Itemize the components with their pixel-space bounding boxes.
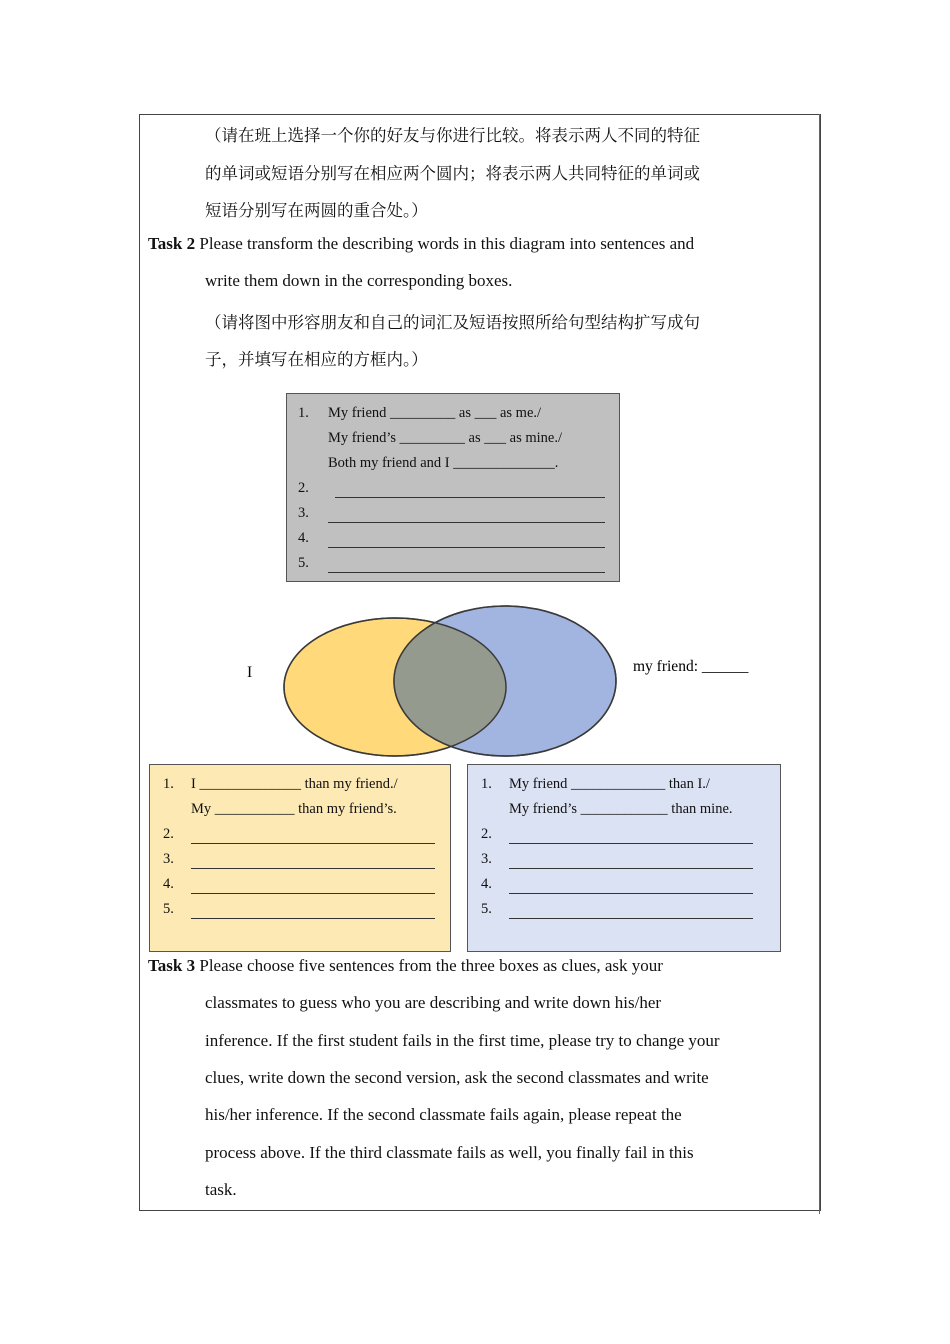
task3-heading	[148, 956, 663, 976]
same-sentence-pattern-1: My friend _________ as ___ as me./	[328, 405, 542, 421]
venn-label-me: I	[247, 664, 253, 681]
venn-label-friend: my friend: ______	[633, 658, 749, 675]
item-number: 3.	[163, 851, 174, 867]
task2-note-line-2: 子，并填写在相应的方框内。）	[205, 350, 428, 369]
item-number: 2.	[481, 826, 492, 842]
answer-blank-line[interactable]	[191, 868, 435, 869]
same-sentence-pattern-3: Both my friend and I ______________.	[328, 455, 559, 471]
answer-blank-line[interactable]	[191, 843, 435, 844]
task3-instruction-line: task.	[205, 1180, 237, 1199]
task3-instruction-line: process above. If the third classmate fails as well, you finally fail in this	[205, 1143, 694, 1162]
item-number: 1.	[481, 776, 492, 792]
task2-instruction-line-1: Please transform the describing words in this diagram into sentences and	[199, 234, 695, 253]
answer-blank-line[interactable]	[509, 868, 753, 869]
item-number: 3.	[481, 851, 492, 867]
item-number: 5.	[163, 901, 174, 917]
me-features-box	[149, 764, 451, 952]
task2-label: Task 2	[148, 234, 196, 253]
me-sentence-pattern-2: My ___________ than my friend’s.	[191, 801, 397, 817]
task1-note-line-3: 短语分别写在两圆的重合处。）	[205, 201, 428, 220]
friend-sentence-pattern-2: My friend’s ____________ than mine.	[509, 801, 733, 817]
answer-blank-line[interactable]	[509, 843, 753, 844]
task3-instruction-line-1: Please choose five sentences from the three boxes as clues, ask your	[199, 956, 663, 975]
friend-sentence-pattern-1: My friend _____________ than I./	[509, 776, 710, 792]
item-number: 1.	[163, 776, 174, 792]
friend-features-box	[467, 764, 781, 952]
item-number: 4.	[163, 876, 174, 892]
item-number: 5.	[298, 555, 309, 571]
item-number: 2.	[163, 826, 174, 842]
task3-instruction-line: his/her inference. If the second classmate fails again, please repeat the	[205, 1105, 682, 1124]
task3-instruction-line: classmates to guess who you are describing and write down his/her	[205, 993, 662, 1012]
me-sentence-pattern-1: I ______________ than my friend./	[191, 776, 398, 792]
item-number: 4.	[298, 530, 309, 546]
item-number: 5.	[481, 901, 492, 917]
task3-label: Task 3	[148, 956, 196, 975]
item-number: 4.	[481, 876, 492, 892]
item-number: 3.	[298, 505, 309, 521]
answer-blank-line[interactable]	[191, 893, 435, 894]
answer-blank-line[interactable]	[191, 918, 435, 919]
item-number: 1.	[298, 405, 309, 421]
task2-instruction-line-2: write them down in the corresponding boxes.	[205, 271, 513, 290]
task1-note-line-2: 的单词或短语分别写在相应两个圆内；将表示两人共同特征的单词或	[205, 164, 700, 183]
task2-note-line-1: （请将图中形容朋友和自己的词汇及短语按照所给句型结构扩写成句	[205, 313, 700, 332]
answer-blank-line[interactable]	[509, 893, 753, 894]
task3-instruction-line: inference. If the first student fails in the first time, please try to change your	[205, 1031, 720, 1050]
task3-instruction-line: clues, write down the second version, ask the second classmates and write	[205, 1068, 709, 1087]
task1-note-line-1: （请在班上选择一个你的好友与你进行比较。将表示两人不同的特征	[205, 126, 700, 145]
answer-blank-line[interactable]	[509, 918, 753, 919]
item-number: 2.	[298, 480, 309, 496]
same-sentence-pattern-2: My friend’s _________ as ___ as mine./	[328, 430, 562, 446]
